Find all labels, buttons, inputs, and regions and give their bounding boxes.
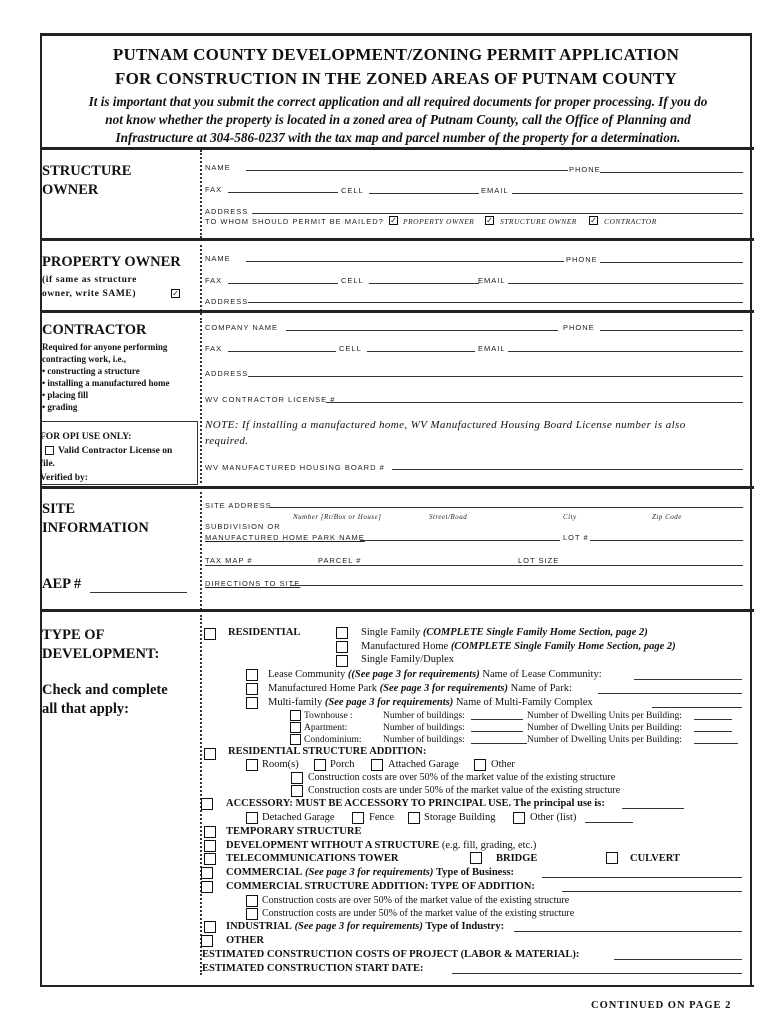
- industrial-label: INDUSTRIAL (See page 3 for requirements) Type of Industry:: [226, 921, 505, 932]
- buildings-label: Number of buildings:: [383, 711, 465, 721]
- contractor-requirement: contracting work, i.e.,: [42, 354, 126, 364]
- contractor-company-field[interactable]: [286, 330, 558, 331]
- site-address-label: SITE ADDRESS: [205, 501, 272, 510]
- cell-label: CELL: [341, 276, 364, 285]
- property-owner-note: (if same as structure: [42, 275, 138, 285]
- storage-building-checkbox[interactable]: [408, 812, 420, 824]
- accessory-label: ACCESSORY: MUST BE ACCESSORY TO PRINCIPAL USE. The principal use is:: [226, 798, 605, 809]
- site-sub-label: Number [Rt/Box or House]: [293, 513, 382, 521]
- units-label: Number of Dwelling Units per Building:: [527, 735, 682, 745]
- condominium-checkbox[interactable]: [290, 734, 301, 745]
- phone-label: PHONE: [569, 165, 601, 174]
- mh-park-checkbox[interactable]: [246, 683, 258, 695]
- license-label: WV CONTRACTOR LICENSE #: [205, 395, 336, 404]
- same-as-owner-checkbox[interactable]: ✓: [172, 289, 179, 298]
- structure-owner-heading: STRUCTURE: [42, 163, 132, 179]
- cost-over-label: Construction costs are over 50% of the market value of the existing structure: [262, 895, 570, 906]
- company-name-label: COMPANY NAME: [205, 323, 278, 332]
- mh-park-label: Manufactured Home Park (See page 3 for requirements) Name of Park:: [268, 683, 572, 694]
- multi-family-label: Multi-family (See page 3 for requirements) Name of Multi-Family Complex: [268, 697, 593, 708]
- mail-to-label: TO WHOM SHOULD PERMIT BE MAILED?: [205, 217, 384, 226]
- lease-community-label: Lease Community ((See page 3 for requirements) Name of Lease Community:: [268, 669, 602, 680]
- site-sub-label: Street/Road: [429, 513, 468, 521]
- other-list-field[interactable]: [585, 822, 633, 823]
- site-sub-label: Zip Code: [652, 513, 682, 521]
- tax-map-field[interactable]: [205, 565, 743, 566]
- townhouse-label: Townhouse :: [304, 711, 353, 721]
- mail-to-contractor-checkbox[interactable]: ✓: [590, 216, 597, 225]
- contractor-requirement: • placing fill: [42, 390, 89, 400]
- site-heading: SITE: [42, 501, 76, 517]
- divider: [40, 147, 754, 150]
- contractor-address-field[interactable]: [248, 376, 743, 377]
- contractor-requirement: • installing a manufactured home: [42, 378, 170, 388]
- apartment-units-field[interactable]: [694, 731, 732, 732]
- email-label: EMAIL: [478, 276, 506, 285]
- email-label: EMAIL: [478, 344, 506, 353]
- no-structure-checkbox[interactable]: [204, 840, 216, 852]
- units-label: Number of Dwelling Units per Building:: [527, 723, 682, 733]
- porch-label: Porch: [330, 759, 355, 770]
- development-heading: TYPE OF: [42, 627, 105, 643]
- verified-by-label: Verified by:: [40, 473, 88, 483]
- manufactured-home-label: Manufactured Home (COMPLETE Single Family Home Section, page 2): [361, 641, 676, 652]
- comm-cost-over-checkbox[interactable]: [246, 895, 258, 907]
- residential-label: RESIDENTIAL: [228, 627, 301, 638]
- accessory-checkbox[interactable]: [201, 798, 213, 810]
- continued-on-page-2: CONTINUED ON PAGE 2: [591, 1000, 732, 1011]
- contractor-requirement: Required for anyone performing: [42, 342, 168, 352]
- intro-line-3: Infrastructure at 304-586-0237 with the tax map and parcel number of the property for a determination.: [115, 130, 681, 145]
- property-owner-cell-field[interactable]: [369, 283, 479, 284]
- divider: [200, 492, 203, 610]
- attached-garage-label: Attached Garage: [388, 759, 459, 770]
- owner-address-field[interactable]: [252, 213, 743, 214]
- lot-number-field[interactable]: [590, 540, 743, 541]
- telecom-tower-label: TELECOMMUNICATIONS TOWER: [226, 853, 399, 864]
- culvert-checkbox[interactable]: [606, 852, 618, 864]
- buildings-label: Number of buildings:: [383, 723, 465, 733]
- divider: [200, 245, 203, 315]
- contractor-requirement: • grading: [42, 402, 78, 412]
- divider: [40, 310, 754, 313]
- residential-addition-label: RESIDENTIAL STRUCTURE ADDITION:: [228, 746, 427, 757]
- site-heading: INFORMATION: [42, 520, 149, 536]
- other-label: Other: [491, 759, 515, 770]
- valid-license-checkbox[interactable]: [45, 446, 54, 455]
- fax-label: FAX: [205, 185, 223, 194]
- form-title-line-1: PUTNAM COUNTY DEVELOPMENT/ZONING PERMIT APPLICATION: [112, 45, 680, 64]
- address-label: ADDRESS: [205, 207, 249, 216]
- mhb-license-label: WV MANUFACTURED HOUSING BOARD #: [205, 463, 385, 472]
- detached-garage-checkbox[interactable]: [246, 812, 258, 824]
- phone-label: PHONE: [563, 323, 595, 332]
- duplex-label: Single Family/Duplex: [361, 654, 455, 665]
- contractor-requirement: • constructing a structure: [42, 366, 140, 376]
- cost-under-label: Construction costs are under 50% of the market value of the existing structure: [262, 908, 575, 919]
- townhouse-buildings-field[interactable]: [471, 719, 523, 720]
- temporary-structure-label: TEMPORARY STRUCTURE: [226, 826, 362, 837]
- apartment-buildings-field[interactable]: [471, 731, 523, 732]
- cost-under-checkbox[interactable]: [291, 785, 303, 797]
- mail-to-property-owner-checkbox[interactable]: ✓: [390, 216, 397, 225]
- site-address-field[interactable]: [270, 507, 743, 508]
- principal-use-field[interactable]: [622, 808, 684, 809]
- form-title-line-2: FOR CONSTRUCTION IN THE ZONED AREAS OF PUTNAM COUNTY: [114, 69, 677, 88]
- fax-label: FAX: [205, 344, 223, 353]
- other-development-label: OTHER: [226, 935, 264, 946]
- other-list-label: Other (list): [530, 812, 577, 823]
- lease-community-checkbox[interactable]: [246, 669, 258, 681]
- manufactured-home-note: required.: [205, 435, 249, 447]
- start-date-label: ESTIMATED CONSTRUCTION START DATE:: [202, 963, 424, 974]
- other-development-checkbox[interactable]: [201, 935, 213, 947]
- manufactured-home-note: NOTE: If installing a manufactured home, WV Manufactured Housing Board License number is also: [205, 419, 686, 431]
- condominium-buildings-field[interactable]: [471, 743, 527, 744]
- office-use-heading: FOR OPI USE ONLY:: [40, 432, 132, 442]
- development-instructions: all that apply:: [42, 701, 130, 717]
- cost-over-checkbox[interactable]: [291, 772, 303, 784]
- commercial-checkbox[interactable]: [201, 867, 213, 879]
- townhouse-units-field[interactable]: [694, 719, 732, 720]
- apartment-checkbox[interactable]: [290, 722, 301, 733]
- cell-label: CELL: [341, 186, 364, 195]
- property-owner-heading: PROPERTY OWNER: [42, 254, 181, 270]
- single-family-label: Single Family (COMPLETE Single Family Home Section, page 2): [361, 627, 648, 638]
- business-type-field[interactable]: [542, 877, 742, 878]
- intro-line-1: It is important that you submit the correct application and all required documents for proper processing. If you do: [88, 94, 708, 109]
- commercial-label: COMMERCIAL (See page 3 for requirements) Type of Business:: [226, 867, 514, 878]
- lot-size-label: LOT SIZE: [518, 556, 560, 565]
- estimated-costs-field[interactable]: [614, 959, 742, 960]
- subdivision-label: SUBDIVISION OR: [205, 522, 281, 531]
- owner-phone-field[interactable]: [600, 172, 743, 173]
- divider: [200, 150, 203, 238]
- subdivision-field[interactable]: [360, 540, 560, 541]
- contractor-fax-field[interactable]: [228, 351, 336, 352]
- residential-checkbox[interactable]: [204, 628, 216, 640]
- townhouse-checkbox[interactable]: [290, 710, 301, 721]
- property-owner-email-field[interactable]: [508, 283, 743, 284]
- units-label: Number of Dwelling Units per Building:: [527, 711, 682, 721]
- porch-checkbox[interactable]: [314, 759, 326, 771]
- mail-option-label: STRUCTURE OWNER: [500, 217, 577, 226]
- buildings-label: Number of buildings:: [383, 735, 465, 745]
- condominium-units-field[interactable]: [694, 743, 738, 744]
- duplex-checkbox[interactable]: [336, 655, 348, 667]
- multi-family-name-field[interactable]: [652, 707, 742, 708]
- commercial-addition-label: COMMERCIAL STRUCTURE ADDITION: TYPE OF ADDITION:: [226, 881, 535, 892]
- name-label: NAME: [205, 163, 231, 172]
- parcel-label: PARCEL #: [318, 556, 362, 565]
- contractor-email-field[interactable]: [508, 351, 743, 352]
- industry-type-field[interactable]: [514, 931, 742, 932]
- property-owner-note: owner, write SAME): [42, 289, 137, 299]
- lease-community-name-field[interactable]: [634, 679, 742, 680]
- fence-checkbox[interactable]: [352, 812, 364, 824]
- comm-cost-under-checkbox[interactable]: [246, 908, 258, 920]
- fax-label: FAX: [205, 276, 223, 285]
- valid-license-label: Valid Contractor License on: [58, 446, 173, 456]
- storage-building-label: Storage Building: [424, 812, 496, 823]
- rooms-checkbox[interactable]: [246, 759, 258, 771]
- contractor-phone-field[interactable]: [600, 330, 743, 331]
- manufactured-home-checkbox[interactable]: [336, 641, 348, 653]
- intro-line-2: not know whether the property is located in a zoned area of Putnam County, call the Office of Planning and: [105, 112, 691, 127]
- industrial-checkbox[interactable]: [204, 921, 216, 933]
- condominium-label: Condominium:: [304, 735, 362, 745]
- name-label: NAME: [205, 254, 231, 263]
- attached-garage-checkbox[interactable]: [371, 759, 383, 771]
- property-owner-address-field[interactable]: [248, 302, 743, 303]
- bridge-checkbox[interactable]: [470, 852, 482, 864]
- aep-field[interactable]: [90, 592, 187, 593]
- owner-fax-field[interactable]: [228, 192, 338, 193]
- divider: [40, 985, 754, 987]
- address-label: ADDRESS: [205, 297, 249, 306]
- development-instructions: Check and complete: [42, 682, 168, 698]
- property-owner-phone-field[interactable]: [600, 262, 743, 263]
- address-label: ADDRESS: [205, 369, 249, 378]
- contractor-cell-field[interactable]: [367, 351, 475, 352]
- development-heading: DEVELOPMENT:: [42, 646, 160, 662]
- lot-number-label: LOT #: [563, 533, 589, 542]
- mh-park-name-field[interactable]: [598, 693, 742, 694]
- rooms-label: Room(s): [262, 759, 299, 770]
- residential-addition-checkbox[interactable]: [204, 748, 216, 760]
- other-list-checkbox[interactable]: [513, 812, 525, 824]
- mail-option-label: PROPERTY OWNER: [403, 217, 475, 226]
- divider: [200, 318, 203, 483]
- mail-to-structure-owner-checkbox[interactable]: ✓: [486, 216, 493, 225]
- divider: [40, 486, 754, 489]
- aep-label: AEP #: [42, 576, 82, 592]
- divider: [750, 340, 752, 410]
- divider: [200, 615, 203, 975]
- culvert-label: CULVERT: [630, 853, 681, 864]
- mail-option-label: CONTRACTOR: [604, 217, 657, 226]
- owner-email-field[interactable]: [512, 193, 743, 194]
- no-structure-label: DEVELOPMENT WITHOUT A STRUCTURE (e.g. fill, grading, etc.): [226, 840, 537, 851]
- divider: [40, 238, 754, 241]
- contractor-license-field[interactable]: [326, 402, 743, 403]
- directions-label: DIRECTIONS TO SITE: [205, 579, 301, 588]
- single-family-checkbox[interactable]: [336, 627, 348, 639]
- property-owner-name-field[interactable]: [246, 261, 564, 262]
- directions-field[interactable]: [290, 585, 743, 586]
- owner-cell-field[interactable]: [369, 193, 479, 194]
- property-owner-fax-field[interactable]: [228, 283, 338, 284]
- valid-license-label: file.: [40, 459, 56, 469]
- contractor-heading: CONTRACTOR: [42, 322, 147, 338]
- apartment-label: Apartment:: [304, 723, 348, 733]
- detached-garage-label: Detached Garage: [262, 812, 335, 823]
- structure-owner-heading: OWNER: [42, 182, 99, 198]
- owner-name-field[interactable]: [246, 170, 568, 171]
- fence-label: Fence: [369, 812, 395, 823]
- mhp-name-label: MANUFACTURED HOME PARK NAME: [205, 533, 365, 542]
- bridge-label: BRIDGE: [496, 853, 538, 864]
- site-sub-label: City: [563, 513, 577, 521]
- mhb-license-field[interactable]: [392, 469, 743, 470]
- phone-label: PHONE: [566, 255, 598, 264]
- cell-label: CELL: [339, 344, 362, 353]
- cost-under-label: Construction costs are under 50% of the market value of the existing structure: [308, 785, 621, 796]
- tax-map-label: TAX MAP #: [205, 556, 253, 565]
- multi-family-checkbox[interactable]: [246, 697, 258, 709]
- temporary-structure-checkbox[interactable]: [204, 826, 216, 838]
- addition-type-field[interactable]: [562, 891, 742, 892]
- other-addition-checkbox[interactable]: [474, 759, 486, 771]
- estimated-costs-label: ESTIMATED CONSTRUCTION COSTS OF PROJECT (LABOR & MATERIAL):: [202, 949, 580, 960]
- start-date-field[interactable]: [452, 973, 742, 974]
- cost-over-label: Construction costs are over 50% of the market value of the existing structure: [308, 772, 616, 783]
- commercial-addition-checkbox[interactable]: [201, 881, 213, 893]
- telecom-tower-checkbox[interactable]: [204, 853, 216, 865]
- email-label: EMAIL: [481, 186, 509, 195]
- divider: [40, 609, 754, 612]
